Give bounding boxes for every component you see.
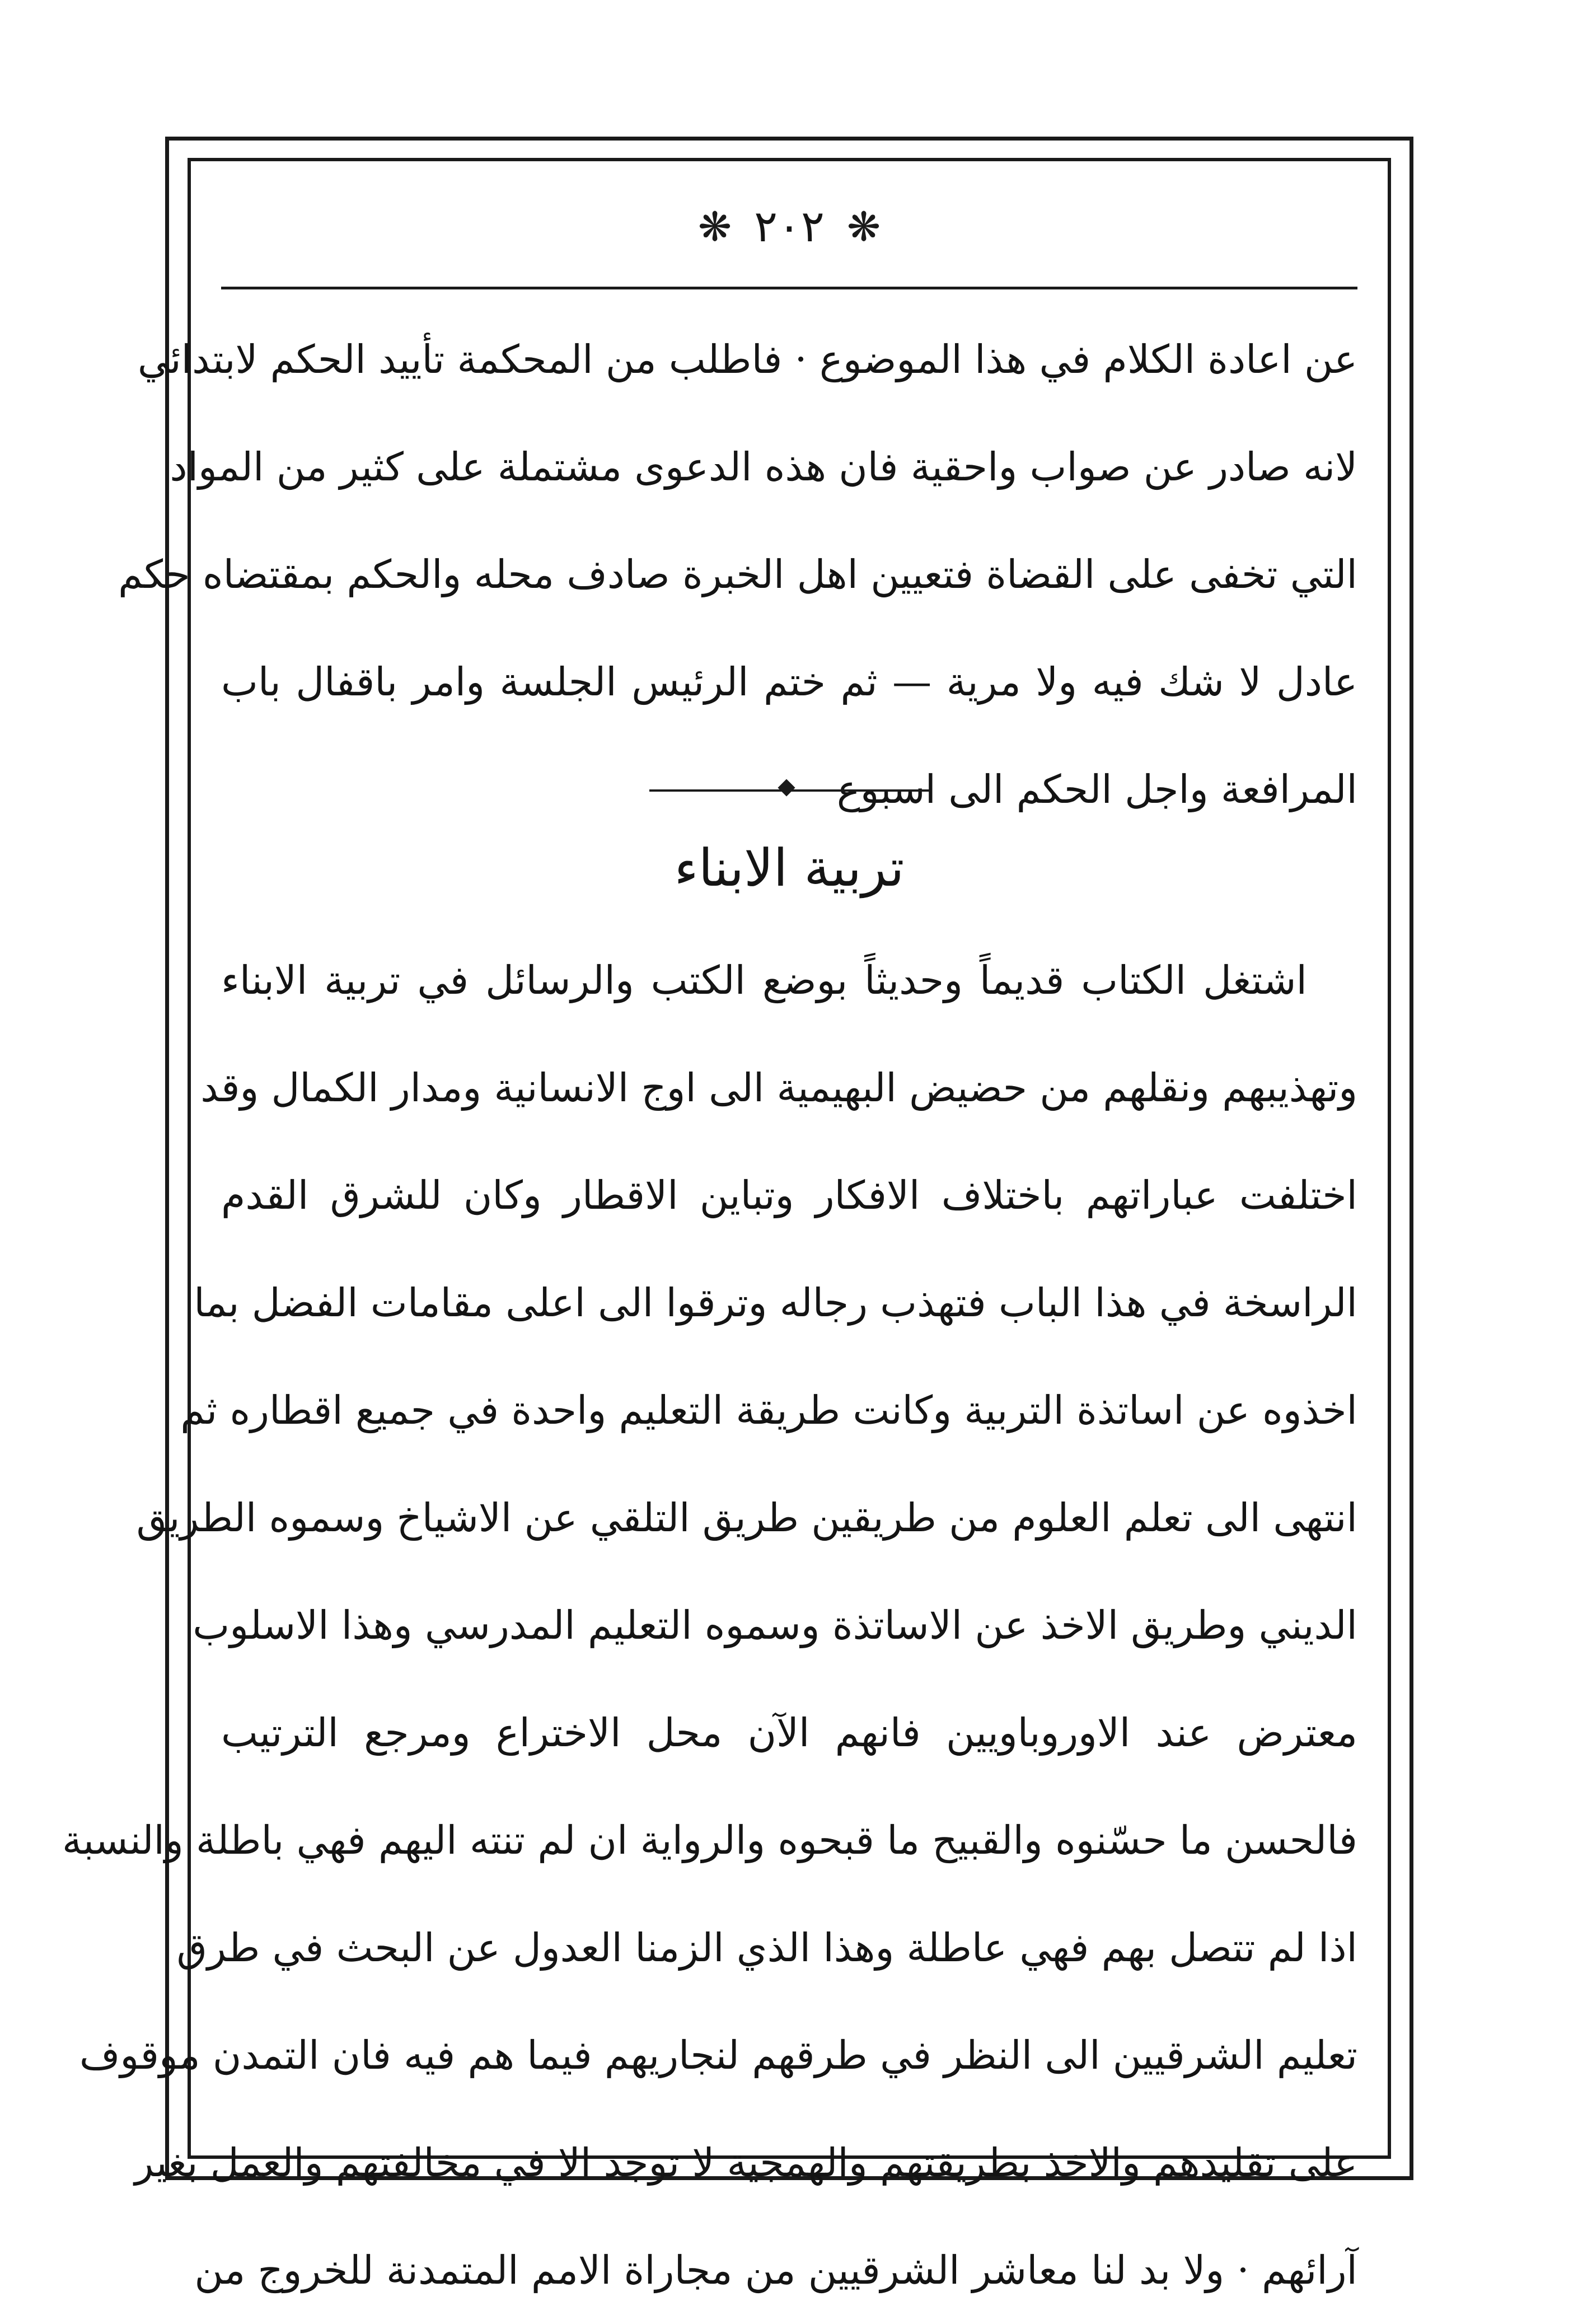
page-header (188, 190, 1391, 263)
text-line: معترض عند الاوروباويين فانهم الآن محل الاختراع ومرجع الترتيب (221, 1710, 1357, 1756)
text-line: آرائهم · ولا بد لنا معاشر الشرقيين من مجاراة الامم المتمدنة للخروج من (194, 2247, 1357, 2293)
text-line: التي تخفى على القضاة فتعيين اهل الخبرة صادف محله والحكم بمقتضاه حكم (118, 551, 1357, 597)
ornament-left-icon: ❋ (697, 203, 732, 250)
text-line: انتهى الى تعلم العلوم من طريقين طريق التلقي عن الاشياخ وسموه الطريق (136, 1495, 1357, 1541)
header-divider (221, 287, 1357, 289)
text-line: اخذوه عن اساتذة التربية وكانت طريقة التعليم واحدة في جميع اقطاره ثم (180, 1387, 1357, 1433)
text-line: الراسخة في هذا الباب فتهذب رجاله وترقوا الى اعلى مقامات الفضل بما (194, 1280, 1357, 1326)
text-line: لانه صادر عن صواب واحقية فان هذه الدعوى مشتملة على كثير من المواد (170, 444, 1357, 490)
ornament-right-icon: ❋ (846, 203, 881, 250)
text-line: اذا لم تتصل بهم فهي عاطلة وهذا الذي الزمنا العدول عن البحث في طرق (176, 1925, 1357, 1971)
text-line: وتهذيبهم ونقلهم من حضيض البهيمية الى اوج الانسانية ومدار الكمال وقد (200, 1065, 1357, 1111)
text-line: اشتغل الكتاب قديماً وحديثاً بوضع الكتب والرسائل في تربية الابناء (221, 957, 1307, 1003)
page-number: ٢٠٢ (754, 202, 825, 252)
text-line: على تقليدهم والاخذ بطريقتهم والهمجية لا توجد الا في مخالفتهم والعمل بغير (134, 2140, 1357, 2186)
continuation-paragraph (118, 306, 1357, 843)
text-line: عن اعادة الكلام في هذا الموضوع · فاطلب من المحكمة تأييد الحكم لابتدائي (137, 336, 1357, 382)
text-line: اختلفت عباراتهم باختلاف الافكار وتباين الاقطار وكان للشرق القدم (221, 1172, 1357, 1218)
section-body (62, 927, 1357, 2324)
text-line: عادل لا شك فيه ولا مرية — ثم ختم الرئيس الجلسة وامر باقفال باب (221, 659, 1357, 705)
text-line: فالحسن ما حسّنوه والقبيح ما قبحوه والرواية ان لم تنته اليهم فهي باطلة والنسبة (62, 1817, 1357, 1863)
text-line: تعليم الشرقيين الى النظر في طرقهم لنجاريهم فيما هم فيه فان التمدن موقوف (79, 2032, 1357, 2078)
text-line: المرافعة واجل الحكم الى اسبوع (836, 766, 1357, 812)
section-title: تربية الابناء (674, 838, 905, 898)
text-line: الديني وطريق الاخذ عن الاساتذة وسموه التعليم المدرسي وهذا الاسلوب (193, 1602, 1357, 1648)
